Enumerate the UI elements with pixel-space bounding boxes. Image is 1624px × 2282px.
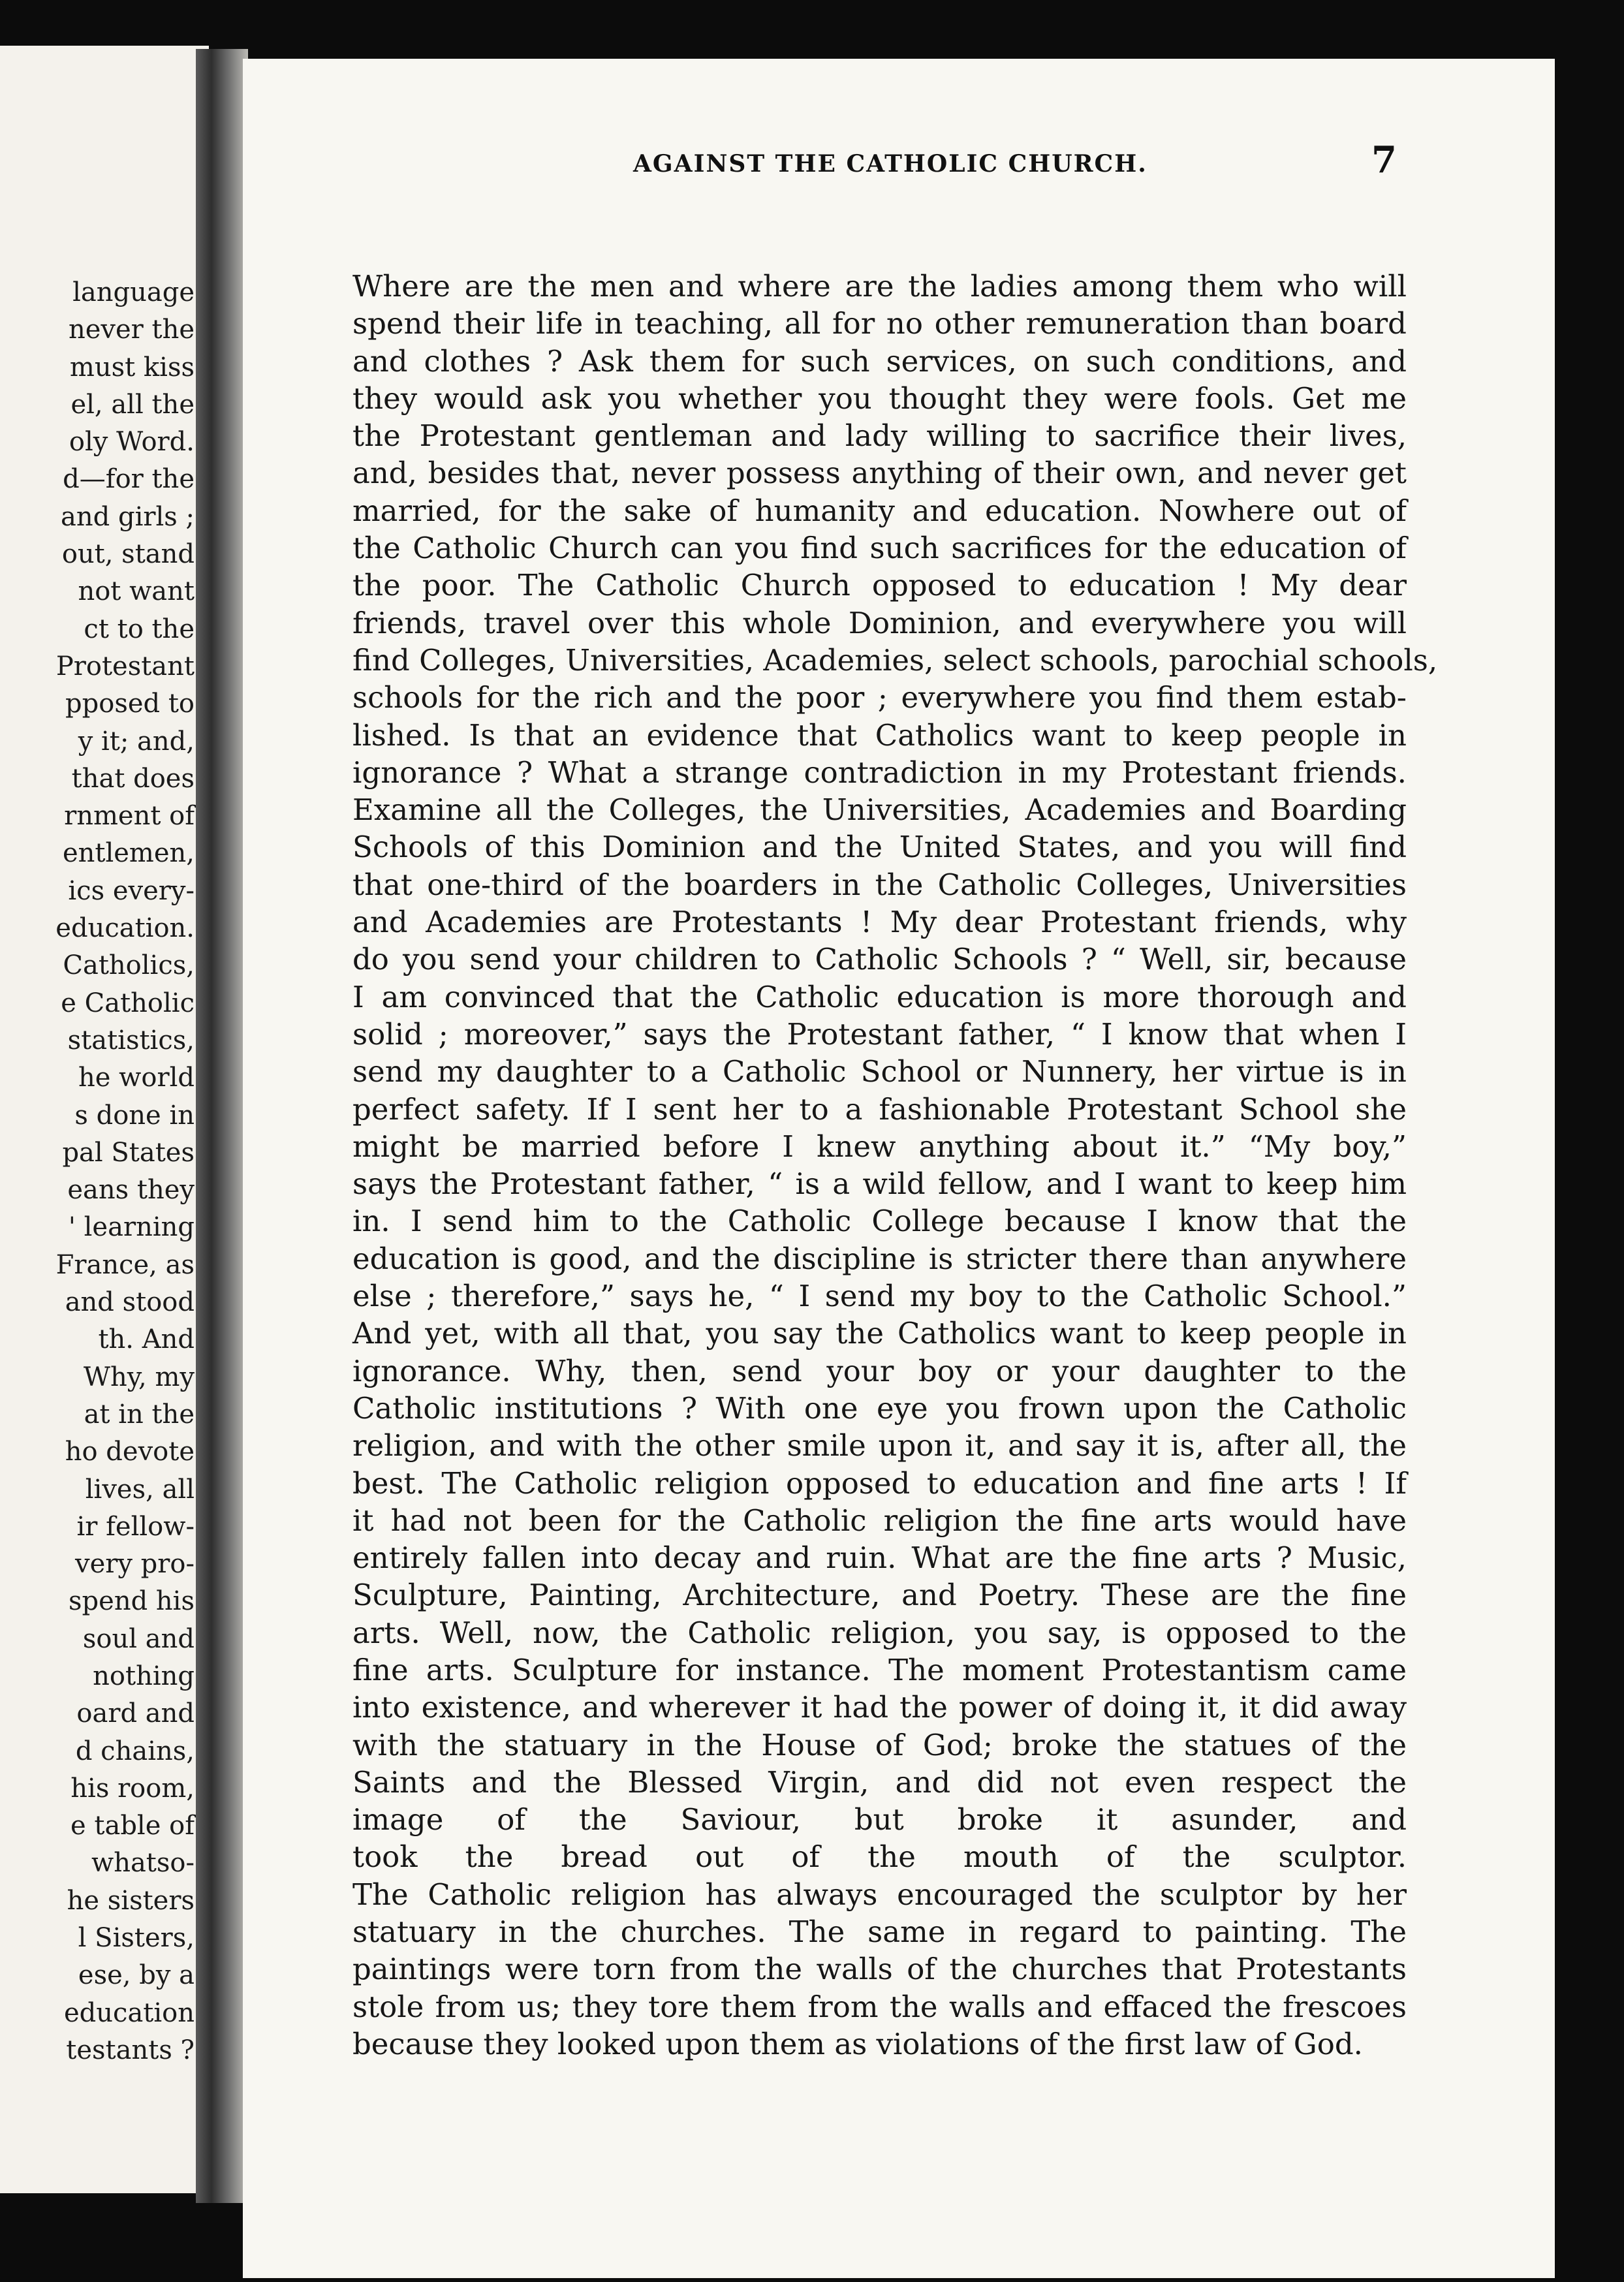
body-line: Examine all the Colleges, the Universities, Academies and Boarding (352, 792, 1407, 828)
body-line: the poor. The Catholic Church opposed to education ! My dear (352, 568, 1407, 603)
body-line: statuary in the churches. The same in regard to painting. The (352, 1915, 1407, 1950)
body-line: might be married before I knew anything about it.” “My boy,” (352, 1129, 1407, 1164)
running-head: AGAINST THE CATHOLIC CHURCH. (633, 150, 1148, 178)
body-line: paintings were torn from the walls of the churches that Protestants (352, 1952, 1407, 1987)
body-line: Saints and the Blessed Virgin, and did not even respect the (352, 1764, 1407, 1800)
left-page-line: eans they (67, 1175, 195, 1206)
left-page-line: y it; and, (78, 726, 195, 757)
left-page-line: education (64, 1997, 195, 2028)
page-header (392, 138, 1397, 191)
left-page-line: el, all the (70, 389, 195, 420)
left-page-line: e table of (70, 1811, 195, 1841)
left-page-line: testants ? (66, 2035, 195, 2065)
body-line: religion, and with the other smile upon it, and say it is, after all, the (352, 1428, 1407, 1463)
left-page-line: education. (55, 913, 195, 944)
left-page-line: at in the (84, 1399, 195, 1430)
left-page-line: s done in (74, 1100, 195, 1131)
left-page-line: and girls ; (61, 501, 195, 532)
body-line: image of the Saviour, but broke it asunder, and (352, 1802, 1407, 1837)
body-line: arts. Well, now, the Catholic religion, you say, is opposed to the (352, 1615, 1407, 1650)
body-line: And yet, with all that, you say the Catholics want to keep people in (352, 1316, 1407, 1351)
body-line: solid ; moreover,” says the Protestant father, “ I know that when I (352, 1016, 1407, 1052)
left-page-line: ir fellow- (76, 1511, 195, 1542)
body-line: with the statuary in the House of God; broke the statues of the (352, 1727, 1407, 1762)
body-line: and, besides that, never possess anything of their own, and never get (352, 456, 1407, 491)
left-page-line: must kiss (69, 352, 195, 383)
body-line: they would ask you whether you thought they were fools. Get me (352, 381, 1407, 416)
body-line: spend their life in teaching, all for no other remuneration than board (352, 306, 1407, 341)
body-line: perfect safety. If I sent her to a fashionable Protestant School she (352, 1091, 1407, 1127)
left-page-line: he sisters (67, 1885, 195, 1916)
body-line: Where are the men and where are the ladies among them who will (352, 269, 1407, 304)
left-page-line: d—for the (63, 464, 195, 495)
body-line: education is good, and the discipline is stricter there than anywhere (352, 1241, 1407, 1276)
left-page-line: rnment of (64, 801, 195, 832)
left-page-line: Why, my (83, 1362, 195, 1392)
left-page-line: pposed to (65, 689, 195, 719)
body-line: in. I send him to the Catholic College because I know that the (352, 1204, 1407, 1239)
left-page-line: whatso- (91, 1848, 195, 1879)
body-line: Schools of this Dominion and the United States, and you will find (352, 830, 1407, 865)
body-line: because they looked upon them as violations of the first law of God. (352, 2026, 1363, 2061)
left-page-line: l Sisters, (78, 1923, 195, 1954)
left-page-line: he world (78, 1063, 195, 1093)
left-page-line: ct to the (84, 614, 195, 644)
body-line: I am convinced that the Catholic education is more thorough and (352, 979, 1407, 1014)
body-line: fine arts. Sculpture for instance. The moment Protestantism came (352, 1652, 1407, 1687)
body-line: ignorance ? What a strange contradiction in my Protestant friends. (352, 755, 1407, 790)
left-page-line: oard and (76, 1698, 195, 1729)
body-line: schools for the rich and the poor ; everywhere you find them estab- (352, 680, 1407, 715)
body-line: it had not been for the Catholic religion the fine arts would have (352, 1503, 1407, 1538)
left-page-line: oly Word. (69, 427, 195, 458)
body-line: married, for the sake of humanity and education. Nowhere out of (352, 493, 1407, 528)
body-line: lished. Is that an evidence that Catholics want to keep people in (352, 717, 1407, 753)
body-line: friends, travel over this whole Dominion, and everywhere you will (352, 605, 1407, 640)
left-page-line: lives, all (85, 1474, 195, 1505)
left-page-line: d chains, (75, 1736, 195, 1766)
body-line: Catholic institutions ? With one eye you frown upon the Catholic (352, 1390, 1407, 1426)
body-line: into existence, and wherever it had the power of doing it, it did away (352, 1690, 1407, 1725)
left-page-line: his room, (70, 1773, 195, 1804)
body-line: the Protestant gentleman and lady willing to sacrifice their lives, (352, 418, 1407, 454)
left-page-line: th. And (98, 1324, 195, 1355)
body-line: says the Protestant father, “ is a wild fellow, and I want to keep him (352, 1166, 1407, 1202)
left-page-line: ho devote (65, 1437, 195, 1467)
left-page-line: and stood (65, 1287, 195, 1318)
left-page-line: that does (71, 763, 195, 794)
left-page-line: France, as (55, 1249, 195, 1280)
body-line: best. The Catholic religion opposed to education and fine arts ! If (352, 1465, 1407, 1501)
left-page-line: spend his (69, 1586, 195, 1617)
left-page-line: statistics, (67, 1025, 195, 1055)
body-line: and clothes ? Ask them for such services, on such conditions, and (352, 343, 1407, 379)
body-line: Sculpture, Painting, Architecture, and Poetry. These are the fine (352, 1578, 1407, 1613)
body-line: send my daughter to a Catholic School or Nunnery, her virtue is in (352, 1054, 1407, 1089)
body-line: took the bread out of the mouth of the sculptor. (352, 1839, 1407, 1875)
body-line: and Academies are Protestants ! My dear Protestant friends, why (352, 905, 1407, 940)
left-page-text-column (55, 274, 195, 2069)
left-page-line: ics every- (68, 875, 195, 906)
left-page-line: e Catholic (61, 988, 195, 1018)
left-page-line: not want (78, 576, 195, 607)
body-text (352, 268, 1438, 2063)
body-line: entirely fallen into decay and ruin. What are the fine arts ? Music, (352, 1540, 1407, 1576)
left-page-line: never the (68, 315, 195, 345)
left-page-line: soul and (82, 1623, 195, 1654)
left-page-line: pal States (62, 1137, 195, 1168)
left-page-line: Catholics, (63, 950, 195, 981)
left-page-line: ese, by a (78, 1960, 195, 1991)
left-page-line: nothing (93, 1661, 195, 1691)
left-page-line: out, stand (61, 539, 195, 570)
body-line: stole from us; they tore them from the walls and effaced the frescoes (352, 1989, 1407, 2024)
body-line: find Colleges, Universities, Academies, select schools, parochial schools, (352, 642, 1438, 678)
page-number: 7 (1371, 138, 1397, 181)
left-page-line: language (72, 277, 195, 307)
body-line: that one-third of the boarders in the Catholic Colleges, Universities (352, 867, 1407, 902)
left-page-line: Protestant (55, 651, 195, 681)
left-page-line: entlemen, (62, 838, 195, 869)
left-page-fragment (0, 46, 209, 2193)
left-page-line: ' learning (68, 1212, 195, 1243)
body-line: the Catholic Church can you find such sacrifices for the education of (352, 531, 1407, 566)
body-line: do you send your children to Catholic Schools ? “ Well, sir, because (352, 942, 1407, 977)
left-page-line: very pro- (74, 1549, 195, 1580)
body-line: else ; therefore,” says he, “ I send my boy to the Catholic School.” (352, 1279, 1407, 1314)
body-line: ignorance. Why, then, send your boy or your daughter to the (352, 1353, 1407, 1388)
body-line: The Catholic religion has always encouraged the sculptor by her (352, 1877, 1407, 1912)
book-gutter (196, 49, 248, 2203)
